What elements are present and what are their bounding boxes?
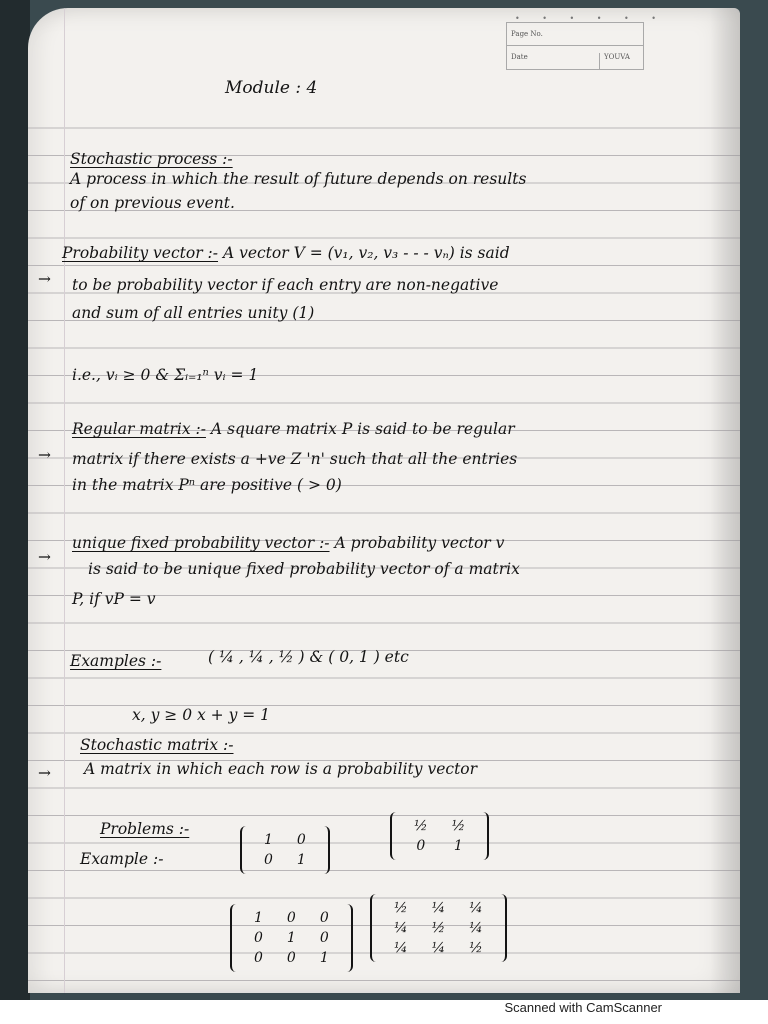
page-title: Module : 4 — [225, 78, 318, 98]
date-row — [507, 46, 643, 68]
matrix-table — [382, 898, 495, 958]
regular-line2: matrix if there exists a +ve Z 'n' such that all the entries — [72, 450, 518, 468]
matrix-cell: ½ — [469, 940, 483, 956]
examples-constraint: x, y ≥ 0 x + y = 1 — [132, 706, 271, 724]
matrix-row — [242, 948, 341, 968]
matrix-cell: 1 — [453, 838, 463, 854]
matrix-cell: 0 — [296, 832, 306, 848]
matrix-cell: ¼ — [394, 920, 408, 936]
examples-values: ( ¼ , ¼ , ½ ) & ( 0, 1 ) etc — [208, 648, 409, 666]
matrix-cell: ½ — [451, 818, 466, 834]
unique-line2: is said to be unique fixed probability vector of a matrix — [88, 560, 520, 578]
examples-label: Examples :- — [70, 652, 162, 670]
matrix-stochastic-3x3 — [370, 894, 507, 962]
matrix-identity-3x3 — [230, 904, 353, 972]
matrix-cell: ¼ — [469, 920, 483, 936]
date-label: Date — [511, 53, 528, 61]
matrix-cell: ¼ — [431, 940, 446, 956]
matrix-cell: 1 — [319, 950, 329, 966]
arrow-icon: → — [38, 548, 51, 566]
matrix-row — [252, 830, 318, 850]
matrix-row — [382, 918, 495, 938]
matrix-cell: ½ — [394, 900, 408, 916]
prob-vector-line3: and sum of all entries unity (1) — [72, 304, 315, 322]
stochastic-line1: A process in which the result of future depends on results — [70, 170, 527, 188]
unique-line1 — [72, 534, 504, 552]
notebook-page — [28, 8, 740, 993]
scanner-watermark: Scanned with CamScanner — [504, 1000, 662, 1015]
prob-vector-line2: to be probability vector if each entry are non-negative — [72, 276, 499, 294]
prob-vector-heading: Probability vector :- — [62, 244, 219, 262]
prob-vector-formula: i.e., vᵢ ≥ 0 & Σᵢ₌₁ⁿ vᵢ = 1 — [72, 366, 259, 384]
matrix-cell: ½ — [414, 818, 428, 834]
footer — [0, 1000, 768, 1024]
matrix-row — [402, 816, 477, 836]
matrix-cell: 1 — [254, 910, 263, 926]
matrix-cell: 1 — [286, 930, 296, 946]
matrix-table — [242, 908, 341, 968]
matrix-row — [252, 850, 318, 870]
matrix-row — [382, 938, 495, 958]
page-no-row — [507, 23, 643, 46]
regular-line1 — [72, 420, 515, 438]
unique-def: A probability vector v — [329, 534, 505, 552]
regular-line3: in the matrix Pⁿ are positive ( > 0) — [72, 476, 342, 494]
matrix-cell: 0 — [416, 838, 426, 854]
matrix-cell: 0 — [319, 930, 329, 946]
stochastic-line2: of on previous event. — [70, 194, 235, 212]
page-date-box — [506, 22, 644, 70]
matrix-row — [402, 836, 477, 856]
matrix-cell: 0 — [254, 950, 263, 966]
stochastic-matrix-heading: Stochastic matrix :- — [80, 736, 234, 754]
brand-label: YOUVA — [599, 53, 630, 69]
prob-vector-def: A vector V = (v₁, v₂, v₃ - - - vₙ) is said — [218, 244, 510, 262]
arrow-icon: → — [38, 446, 51, 464]
matrix-cell: ¼ — [469, 900, 483, 916]
page-no-label: Page No. — [511, 30, 543, 38]
matrix-identity-2x2 — [240, 826, 330, 874]
regular-def: A square matrix P is said to be regular — [205, 420, 515, 438]
matrix-cell: 0 — [254, 930, 263, 946]
prob-vector-line1 — [62, 244, 510, 262]
matrix-cell: 1 — [296, 852, 306, 868]
page-edge — [710, 8, 740, 993]
unique-heading: unique fixed probability vector :- — [72, 534, 330, 552]
matrix-table — [252, 830, 318, 870]
matrix-row — [242, 928, 341, 948]
matrix-cell: 1 — [264, 832, 273, 848]
unique-line3: P, if vP = v — [72, 590, 156, 608]
left-shadow — [0, 0, 30, 1000]
matrix-table — [402, 816, 477, 856]
stochastic-heading: Stochastic process :- — [70, 150, 233, 168]
matrix-row — [242, 908, 341, 928]
matrix-cell: 0 — [286, 910, 296, 926]
matrix-cell: 0 — [264, 852, 273, 868]
arrow-icon: → — [38, 270, 51, 288]
example-label: Example :- — [80, 850, 164, 868]
header-dots: • • • • • • — [515, 14, 667, 23]
regular-heading: Regular matrix :- — [72, 420, 206, 438]
problems-label: Problems :- — [100, 820, 190, 838]
matrix-cell: ½ — [431, 920, 446, 936]
matrix-cell: 0 — [319, 910, 329, 926]
matrix-cell: ¼ — [431, 900, 446, 916]
arrow-icon: → — [38, 764, 51, 782]
stochastic-matrix-line1: A matrix in which each row is a probability vector — [84, 760, 478, 778]
matrix-stochastic-2x2 — [390, 812, 489, 860]
matrix-cell: 0 — [286, 950, 296, 966]
matrix-cell: ¼ — [394, 940, 408, 956]
matrix-row — [382, 898, 495, 918]
margin-line — [64, 8, 65, 993]
